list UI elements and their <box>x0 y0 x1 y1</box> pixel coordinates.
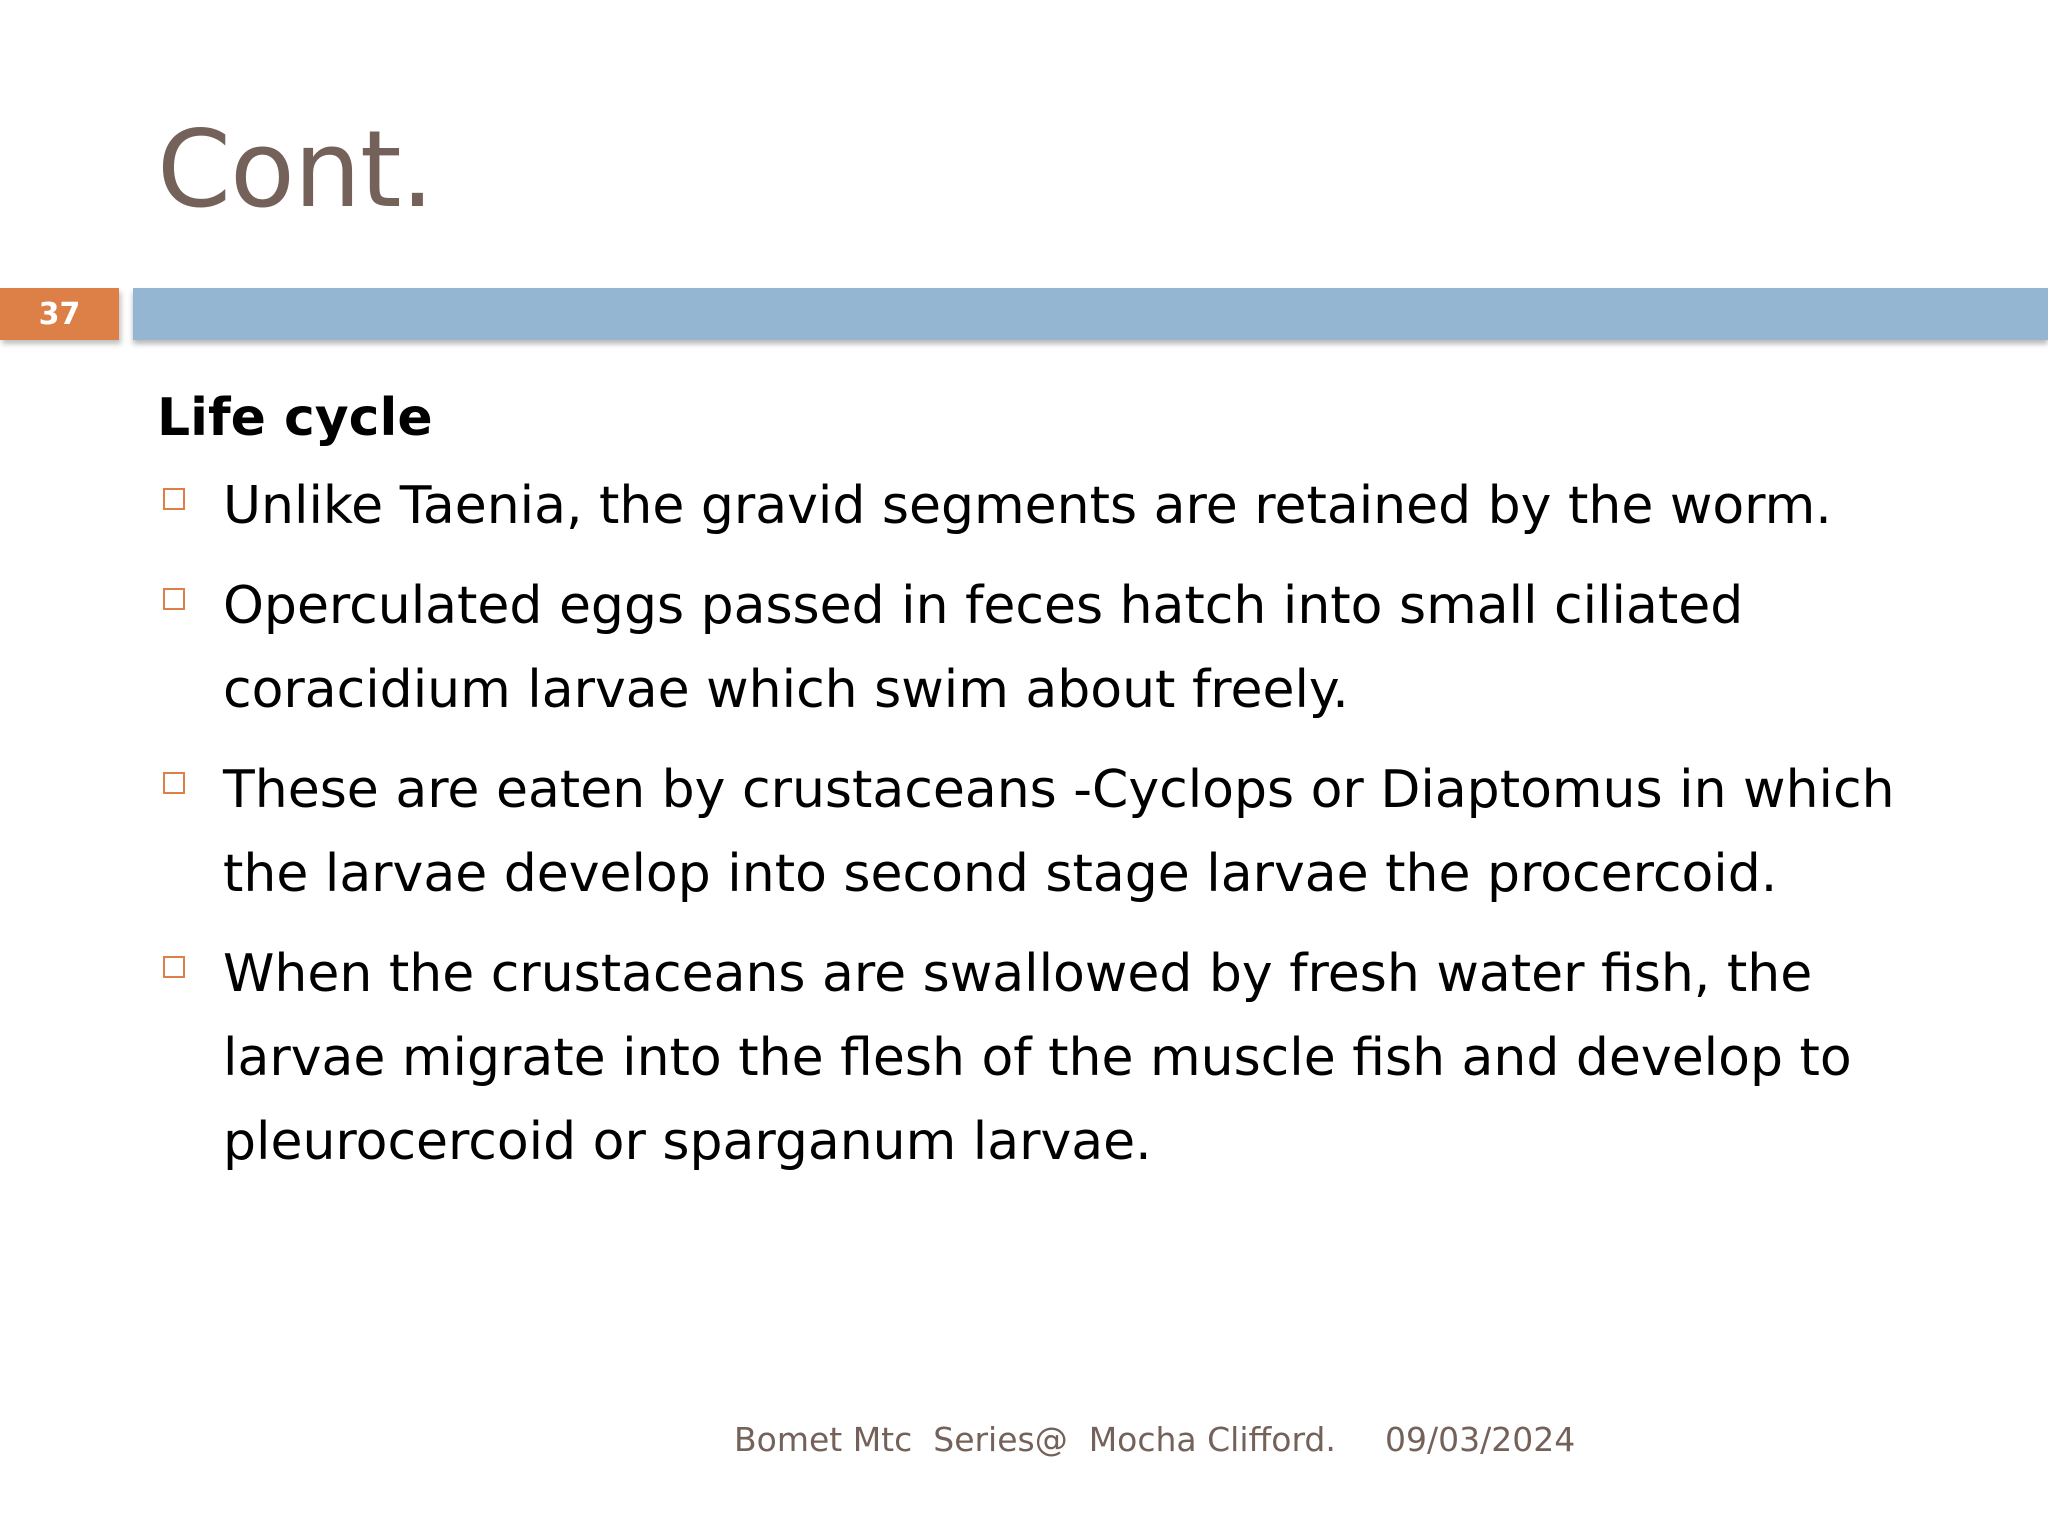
title-divider-bar <box>133 288 2048 340</box>
footer-date: 09/03/2024 <box>1385 1420 1576 1459</box>
bullet-text: Operculated eggs passed in feces hatch into small ciliated coracidium larvae which swim about freely. <box>223 576 1744 720</box>
slide-title: Cont. <box>157 108 434 231</box>
bullet-list <box>157 464 1987 1184</box>
hollow-square-bullet-icon <box>163 956 185 978</box>
bullet-item <box>157 748 1987 916</box>
slide-footer <box>0 1420 2048 1470</box>
footer-author: Bomet Mtc Series@ Mocha Clifford. <box>734 1420 1336 1459</box>
hollow-square-bullet-icon <box>163 588 185 610</box>
bullet-item <box>157 464 1987 548</box>
bullet-item <box>157 564 1987 732</box>
bullet-text: Unlike Taenia, the gravid segments are retained by the worm. <box>223 476 1832 536</box>
bullet-item <box>157 932 1987 1184</box>
hollow-square-bullet-icon <box>163 488 185 510</box>
hollow-square-bullet-icon <box>163 772 185 794</box>
bullet-text: When the crustaceans are swallowed by fresh water fish, the larvae migrate into the flesh of the muscle fish and develop to pleurocercoid or sparganum larvae. <box>223 944 1852 1172</box>
slide-body <box>157 382 1987 1200</box>
bullet-text: These are eaten by crustaceans -Cyclops or Diaptomus in which the larvae develop into second stage larvae the procercoid. <box>223 760 1895 904</box>
section-heading: Life cycle <box>157 388 433 448</box>
slide-number-badge: 37 <box>0 288 119 340</box>
